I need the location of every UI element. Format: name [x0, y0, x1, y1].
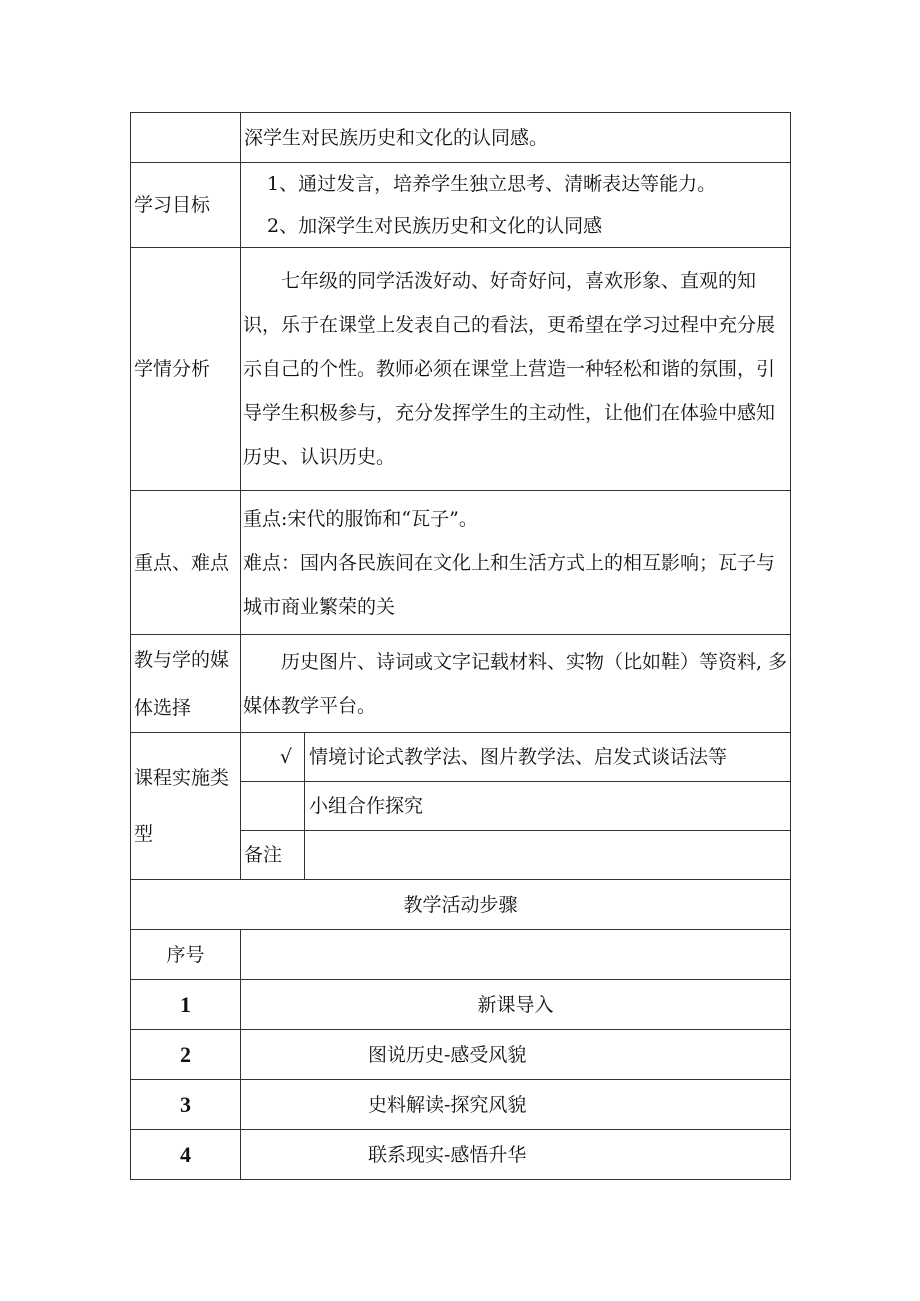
keypoints-content — [241, 491, 791, 635]
goals-label: 学习目标 — [131, 163, 241, 248]
table-row — [131, 733, 791, 782]
step-number: 2 — [131, 1030, 241, 1080]
step-number: 3 — [131, 1080, 241, 1130]
media-text: 历史图片、诗词或文字记载材料、实物（比如鞋）等资料, 多媒体教学平台。 — [241, 635, 791, 733]
step-number: 4 — [131, 1130, 241, 1180]
method-1: 情境讨论式教学法、图片教学法、启发式谈话法等 — [305, 733, 791, 782]
step-title: 图说历史-感受风貌 — [368, 1043, 527, 1066]
table-row — [131, 113, 791, 163]
keypoints-label: 重点、难点 — [131, 491, 241, 635]
table-row — [131, 1030, 791, 1080]
intro-continuation: 深学生对民族历史和文化的认同感。 — [241, 113, 791, 163]
difficulty-text: 难点：国内各民族间在文化上和生活方式上的相互影响；瓦子与城市商业繁荣的关 — [243, 551, 776, 618]
table-row — [131, 980, 791, 1030]
table-row — [131, 491, 791, 635]
note-label: 备注 — [241, 831, 305, 880]
course-type-label: 课程实施类型 — [131, 733, 241, 880]
table-row — [131, 163, 791, 248]
step-title-cell — [241, 1080, 791, 1130]
table-row — [131, 880, 791, 930]
step-title-cell — [241, 1030, 791, 1080]
step-title: 新课导入 — [241, 980, 791, 1030]
seq-label: 序号 — [131, 930, 241, 980]
empty-check-cell — [241, 782, 305, 831]
goal-item: 1、通过发言，培养学生独立思考、清晰表达等能力。 — [267, 173, 717, 195]
table-row — [131, 248, 791, 491]
seq-content — [241, 930, 791, 980]
analysis-label: 学情分析 — [131, 248, 241, 491]
step-title-cell — [241, 1130, 791, 1180]
note-value — [305, 831, 791, 880]
focus-text: 重点:宋代的服饰和“瓦子”。 — [243, 507, 478, 530]
lesson-plan-table — [130, 112, 791, 1180]
goal-item: 2、加深学生对民族历史和文化的认同感 — [267, 215, 603, 237]
table-row — [131, 1080, 791, 1130]
step-title: 联系现实-感悟升华 — [368, 1143, 527, 1166]
table-row — [131, 635, 791, 733]
table-row — [131, 930, 791, 980]
step-title: 史料解读-探究风貌 — [368, 1093, 527, 1116]
empty-label-cell — [131, 113, 241, 163]
method-2: 小组合作探究 — [305, 782, 791, 831]
analysis-text: 七年级的同学活泼好动、好奇好问，喜欢形象、直观的知识，乐于在课堂上发表自己的看法，更希望在学习过程中充分展示自己的个性。教师必须在课堂上营造一种轻松和谐的氛围，引导学生积极参与，充分发挥学生的主动性，让他们在体验中感知历史、认识历史。 — [241, 248, 791, 491]
table-row — [131, 1130, 791, 1180]
steps-header: 教学活动步骤 — [131, 880, 791, 930]
step-number: 1 — [131, 980, 241, 1030]
check-mark: √ — [241, 733, 305, 782]
goals-content — [241, 163, 791, 248]
media-label: 教与学的媒体选择 — [131, 635, 241, 733]
